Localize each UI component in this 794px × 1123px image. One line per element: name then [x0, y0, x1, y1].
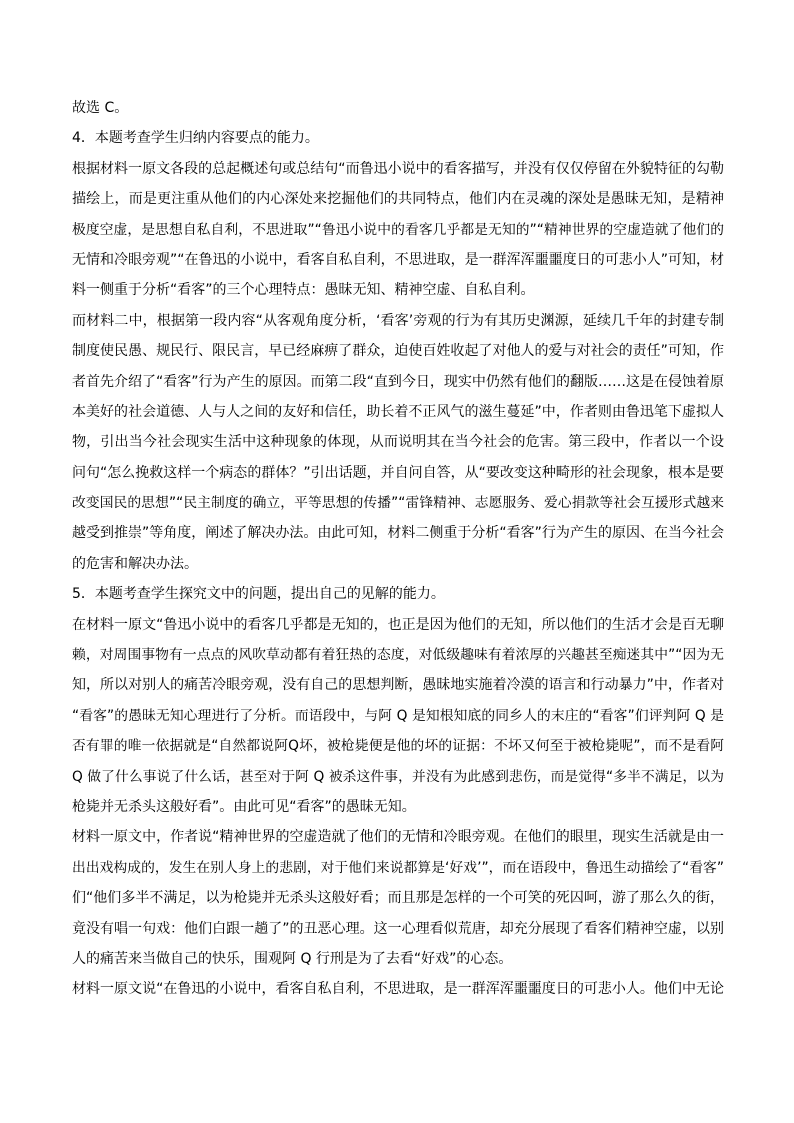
text-line: 否有罪的唯一依据就是“自然都说阿Q坏，被枪毙便是他的坏的证据：不坏又何至于被枪毙呢”，而不是看阿: [72, 738, 724, 755]
text-line: 竟没有唱一句戏：他们白跟一趟了”的丑恶心理。这一心理看似荒唐，却充分展现了看客们精神空虚，以别: [72, 920, 724, 937]
text-line: 制度使民愚、规民行、限民言，早已经麻痹了群众，迫使百姓收起了对他人的爱与对社会的责任”可知，作: [72, 343, 724, 360]
text-line: 极度空虚，是思想自私自利，不思进取”“鲁迅小说中的看客几乎都是无知的”“精神世界的空虚造就了他们的: [72, 221, 724, 238]
text-line: 材料一原文说“在鲁迅的小说中，看客自私自利，不思进取，是一群浑浑噩噩度日的可悲小人。他们中无论: [72, 981, 724, 998]
text-line: 人的痛苦来当做自己的快乐，围观阿 Q 行刑是为了去看“好戏”的心态。: [72, 950, 513, 967]
text-line: 而材料二中，根据第一段内容“从客观角度分析，‘看客’旁观的行为有其历史渊源，延续几千年的封建专制: [72, 312, 724, 329]
document-body: [72, 98, 724, 1010]
text-line: 物，引出当今社会现实生活中这种现象的体现，从而说明其在当今社会的危害。第三段中，作者以一个设: [72, 434, 724, 451]
text-line: 问句“怎么挽救这样一个病态的群体？”引出话题，并自问自答，从“要改变这种畸形的社会现象，根本是要: [72, 464, 724, 481]
text-line: 们“他们多半不满足，以为枪毙并无杀头这般好看；而且那是怎样的一个可笑的死囚呵，游了那么久的街，: [72, 890, 724, 907]
text-line: 故选 C。: [72, 100, 129, 116]
text-line: 本美好的社会道德、人与人之间的友好和信任，助长着不正风气的滋生蔓延”中，作者则由鲁迅笔下虚拟人: [72, 403, 724, 420]
text-line: 在材料一原文“鲁迅小说中的看客几乎都是无知的，也正是因为他们的无知，所以他们的生活才会是百无聊: [72, 616, 724, 633]
text-line: “看客”的愚昧无知心理进行了分析。而语段中，与阿 Q 是知根知底的同乡人的末庄的“看客”们评判阿 Q 是: [72, 707, 724, 724]
text-line: 越受到推崇”等角度，阐述了解决办法。由此可知，材料二侧重于分析“看客”行为产生的原因、在当今社会: [72, 525, 724, 542]
text-line: 改变国民的思想”“民主制度的确立，平等思想的传播”“雷锋精神、志愿服务、爱心捐款等社会互援形式越来: [72, 495, 724, 512]
text-line: 4．本题考查学生归纳内容要点的能力。: [72, 130, 319, 147]
text-line: Q 做了什么事说了什么话，甚至对于阿 Q 被杀这件事，并没有为此感到悲伤，而是觉得“多半不满足，以为: [72, 768, 724, 785]
text-line: 料一侧重于分析“看客”的三个心理特点：愚昧无知、精神空虚、自私自利。: [72, 282, 535, 299]
text-line: 5．本题考查学生探究文中的问题，提出自己的见解的能力。: [72, 586, 445, 603]
text-line: 无情和冷眼旁观”“在鲁迅的小说中，看客自私自利，不思进取，是一群浑浑噩噩度日的可悲小人”可知，材: [72, 251, 724, 268]
text-line: 的危害和解决办法。: [72, 555, 198, 572]
text-line: 枪毙并无杀头这般好看”。由此可见“看客”的愚昧无知。: [72, 798, 416, 815]
text-line: 者首先介绍了“看客”行为产生的原因。而第二段“直到今日，现实中仍然有他们的翻版……这是在侵蚀着原: [72, 373, 724, 390]
text-line: 知，所以对别人的痛苦冷眼旁观，没有自己的思想判断，愚昧地实施着冷漠的语言和行动暴力”中，作者对: [72, 677, 724, 694]
text-line: 赖，对周围事物有一点点的风吹草动都有着狂热的态度，对低级趣味有着浓厚的兴趣甚至痴迷其中”“因为无: [72, 647, 724, 664]
text-line: 出出戏构成的，发生在别人身上的悲剧，对于他们来说都算是‘好戏’”，而在语段中，鲁迅生动描绘了“看客”: [72, 859, 724, 876]
text-line: 描绘上，而是更注重从他们的内心深处来挖掘他们的共同特点，他们内在灵魂的深处是愚昧无知，是精神: [72, 191, 724, 208]
text-line: 根据材料一原文各段的总起概述句或总结句“而鲁迅小说中的看客描写，并没有仅仅停留在外貌特征的勾勒: [72, 160, 724, 177]
text-line: 材料一原文中，作者说“精神世界的空虚造就了他们的无情和冷眼旁观。在他们的眼里，现实生活就是由一: [72, 829, 724, 846]
